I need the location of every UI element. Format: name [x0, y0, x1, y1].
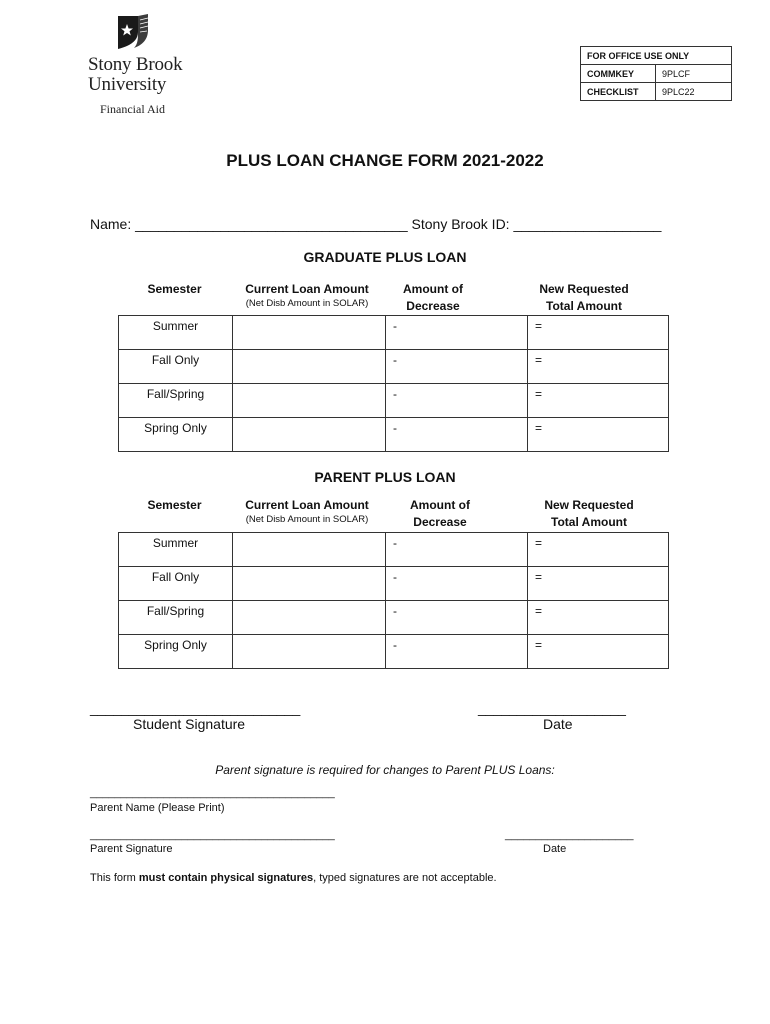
- name-id-field[interactable]: Name: ___________________________________ Stony Brook ID: ___________________: [90, 216, 662, 232]
- footer-pre: This form: [90, 872, 139, 884]
- requested-cell[interactable]: =: [528, 316, 669, 350]
- parent-signature-label: Parent Signature: [90, 843, 173, 855]
- table-row: [119, 533, 669, 567]
- col-semester-header: Semester: [147, 498, 202, 512]
- semester-cell: Spring Only: [119, 635, 233, 669]
- col-requested-label1: New Requested: [544, 498, 634, 512]
- footer-note: [90, 872, 497, 884]
- table-row: [119, 601, 669, 635]
- col-semester-header: Semester: [147, 282, 202, 296]
- current-amount-cell[interactable]: [233, 567, 386, 601]
- logo-line2: University: [88, 74, 167, 95]
- table-row: [119, 567, 669, 601]
- col-requested-label2: Total Amount: [551, 515, 627, 529]
- table-row: [119, 418, 669, 452]
- semester-cell: Summer: [119, 533, 233, 567]
- semester-cell: Fall/Spring: [119, 384, 233, 418]
- table-row: [119, 316, 669, 350]
- parent-section-title: PARENT PLUS LOAN: [314, 469, 456, 485]
- office-value: 9PLCF: [656, 65, 732, 83]
- col-requested-header: [517, 281, 651, 315]
- logo-line1: Stony Brook: [88, 54, 183, 75]
- requested-cell[interactable]: =: [528, 384, 669, 418]
- decrease-cell[interactable]: -: [386, 418, 528, 452]
- col-current-label: Current Loan Amount: [245, 282, 369, 296]
- student-signature-label: Student Signature: [133, 716, 246, 732]
- parent-name-line[interactable]: ________________________________________: [90, 787, 335, 799]
- current-amount-cell[interactable]: [233, 316, 386, 350]
- current-amount-cell[interactable]: [233, 533, 386, 567]
- col-current-sub: (Net Disb Amount in SOLAR): [245, 298, 369, 309]
- parent-name-label: Parent Name (Please Print): [90, 802, 225, 814]
- semester-cell: Fall Only: [119, 350, 233, 384]
- col-requested-label1: New Requested: [539, 282, 629, 296]
- decrease-cell[interactable]: -: [386, 316, 528, 350]
- table-row: [119, 350, 669, 384]
- col-current-header: [231, 497, 383, 525]
- requested-cell[interactable]: =: [528, 418, 669, 452]
- semester-cell: Fall/Spring: [119, 601, 233, 635]
- parent-loan-table: [118, 532, 669, 669]
- office-use-table: [580, 46, 732, 101]
- requested-cell[interactable]: =: [528, 635, 669, 669]
- shield-icon: [116, 14, 150, 50]
- student-date-line[interactable]: ___________________: [478, 700, 626, 716]
- col-current-header: [231, 281, 383, 309]
- requested-cell[interactable]: =: [528, 567, 669, 601]
- decrease-cell[interactable]: -: [386, 533, 528, 567]
- decrease-cell[interactable]: -: [386, 635, 528, 669]
- current-amount-cell[interactable]: [233, 418, 386, 452]
- requested-cell[interactable]: =: [528, 533, 669, 567]
- office-key: COMMKEY: [581, 65, 656, 83]
- col-requested-label2: Total Amount: [546, 299, 622, 313]
- col-decrease-label2: Decrease: [406, 299, 460, 313]
- table-row: [119, 635, 669, 669]
- table-row: [119, 384, 669, 418]
- parent-note: Parent signature is required for changes to Parent PLUS Loans:: [215, 763, 555, 777]
- decrease-cell[interactable]: -: [386, 384, 528, 418]
- student-signature-line[interactable]: ___________________________: [90, 700, 301, 716]
- semester-cell: Spring Only: [119, 418, 233, 452]
- office-key: CHECKLIST: [581, 83, 656, 101]
- graduate-loan-table: [118, 315, 669, 452]
- semester-cell: Summer: [119, 316, 233, 350]
- form-title: PLUS LOAN CHANGE FORM 2021-2022: [226, 151, 544, 170]
- col-requested-header: [522, 497, 656, 531]
- col-decrease-header: [383, 281, 483, 315]
- decrease-cell[interactable]: -: [386, 350, 528, 384]
- logo-department: Financial Aid: [100, 102, 165, 116]
- col-decrease-label2: Decrease: [413, 515, 467, 529]
- graduate-section-title: GRADUATE PLUS LOAN: [303, 249, 467, 265]
- student-date-label: Date: [543, 716, 573, 732]
- office-value: 9PLC22: [656, 83, 732, 101]
- current-amount-cell[interactable]: [233, 350, 386, 384]
- parent-date-line[interactable]: _____________________: [505, 829, 634, 841]
- col-decrease-header: [390, 497, 490, 531]
- current-amount-cell[interactable]: [233, 635, 386, 669]
- requested-cell[interactable]: =: [528, 601, 669, 635]
- col-current-sub: (Net Disb Amount in SOLAR): [245, 514, 369, 525]
- decrease-cell[interactable]: -: [386, 601, 528, 635]
- parent-date-label: Date: [543, 843, 567, 855]
- footer-bold: must contain physical signatures: [138, 872, 314, 884]
- footer-post: , typed signatures are not acceptable.: [313, 872, 497, 884]
- semester-cell: Fall Only: [119, 567, 233, 601]
- requested-cell[interactable]: =: [528, 350, 669, 384]
- parent-signature-line[interactable]: ________________________________________: [90, 829, 335, 841]
- col-decrease-label1: Amount of: [410, 498, 470, 512]
- current-amount-cell[interactable]: [233, 384, 386, 418]
- current-amount-cell[interactable]: [233, 601, 386, 635]
- decrease-cell[interactable]: -: [386, 567, 528, 601]
- office-use-title: FOR OFFICE USE ONLY: [581, 47, 732, 65]
- col-decrease-label1: Amount of: [403, 282, 463, 296]
- col-current-label: Current Loan Amount: [245, 498, 369, 512]
